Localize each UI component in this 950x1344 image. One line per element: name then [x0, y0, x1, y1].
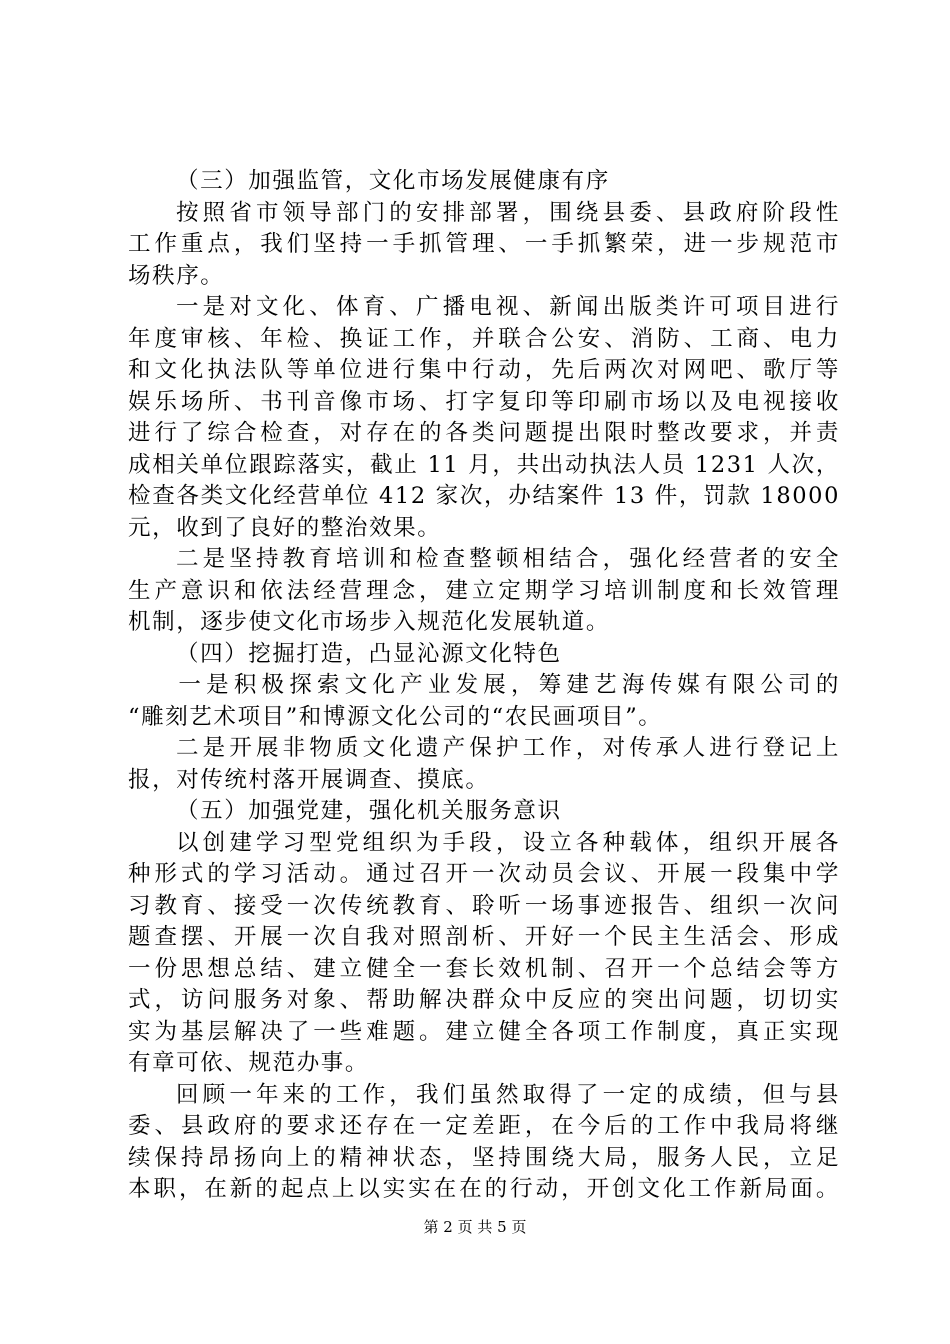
document-body: [128, 166, 840, 1206]
text-line: 按照省市领导部门的安排部署，围绕县委、县政府阶段性: [176, 199, 840, 226]
text-line: 元，收到了良好的整治效果。: [128, 514, 442, 541]
text-line: （五）加强党建，强化机关服务意识: [176, 798, 562, 824]
text-line: 场秩序。: [128, 262, 225, 289]
text-line: 回顾一年来的工作，我们虽然取得了一定的成绩，但与县: [176, 1081, 840, 1108]
text-line: 本职，在新的起点上以实实在在的行动，开创文化工作新局面。: [128, 1176, 840, 1202]
text-line: （三）加强监管，文化市场发展健康有序: [176, 168, 610, 194]
text-line: “雕刻艺术项目”和博源文化公司的“农民画项目”。: [128, 703, 663, 730]
text-line: 年度审核、年检、换证工作，并联合公安、消防、工商、电力: [128, 325, 840, 352]
text-line: 和文化执法队等单位进行集中行动，先后两次对网吧、歌厅等: [128, 357, 840, 383]
text-line: （四）挖掘打造，凸显沁源文化特色: [176, 640, 562, 667]
text-line: 二是坚持教育培训和检查整顿相结合，强化经营者的安全: [176, 546, 840, 572]
text-line: 有章可依、规范办事。: [128, 1050, 370, 1076]
text-line: 二是开展非物质文化遗产保护工作，对传承人进行登记上: [176, 735, 840, 761]
page-footer: 第 2 页 共 5 页: [423, 1218, 527, 1236]
text-line: 习教育、接受一次传统教育、聆听一场事迹报告、组织一次问: [128, 892, 840, 919]
text-line: 题查摆、开展一次自我对照剖析、开好一个民主生活会、形成: [128, 924, 840, 950]
text-line: 一份思想总结、建立健全一套长效机制、召开一个总结会等方: [128, 955, 840, 982]
text-line: 委、县政府的要求还存在一定差距，在今后的工作中我局将继: [128, 1113, 840, 1139]
text-line: 报，对传统村落开展调查、摸底。: [128, 766, 490, 793]
text-line: 式，访问服务对象、帮助解决群众中反应的突出问题，切切实: [128, 987, 840, 1013]
text-line: 一是对文化、体育、广播电视、新闻出版类许可项目进行: [176, 294, 840, 320]
text-line: 种形式的学习活动。通过召开一次动员会议、开展一段集中学: [128, 861, 840, 887]
text-line: 检查各类文化经营单位 412 家次，办结案件 13 件，罚款 18000: [128, 483, 840, 509]
text-line: 成相关单位跟踪落实，截止 11 月，共出动执法人员 1231 人次，: [128, 451, 840, 478]
text-line: 实为基层解决了一些难题。建立健全各项工作制度，真正实现: [128, 1018, 840, 1045]
text-line: 娱乐场所、书刊音像市场、打字复印等印刷市场以及电视接收: [128, 388, 840, 415]
text-line: 生产意识和依法经营理念，建立定期学习培训制度和长效管理: [128, 577, 840, 604]
text-line: 机制，逐步使文化市场步入规范化发展轨道。: [128, 609, 611, 635]
text-line: 续保持昂扬向上的精神状态，坚持围绕大局，服务人民，立足: [128, 1144, 840, 1171]
text-line: 进行了综合检查，对存在的各类问题提出限时整改要求，并责: [128, 420, 840, 446]
text-line: 工作重点，我们坚持一手抓管理、一手抓繁荣，进一步规范市: [128, 231, 840, 257]
text-line: 以创建学习型党组织为手段，设立各种载体，组织开展各: [176, 829, 840, 856]
text-line: 一是积极探索文化产业发展，筹建艺海传媒有限公司的: [178, 672, 840, 698]
